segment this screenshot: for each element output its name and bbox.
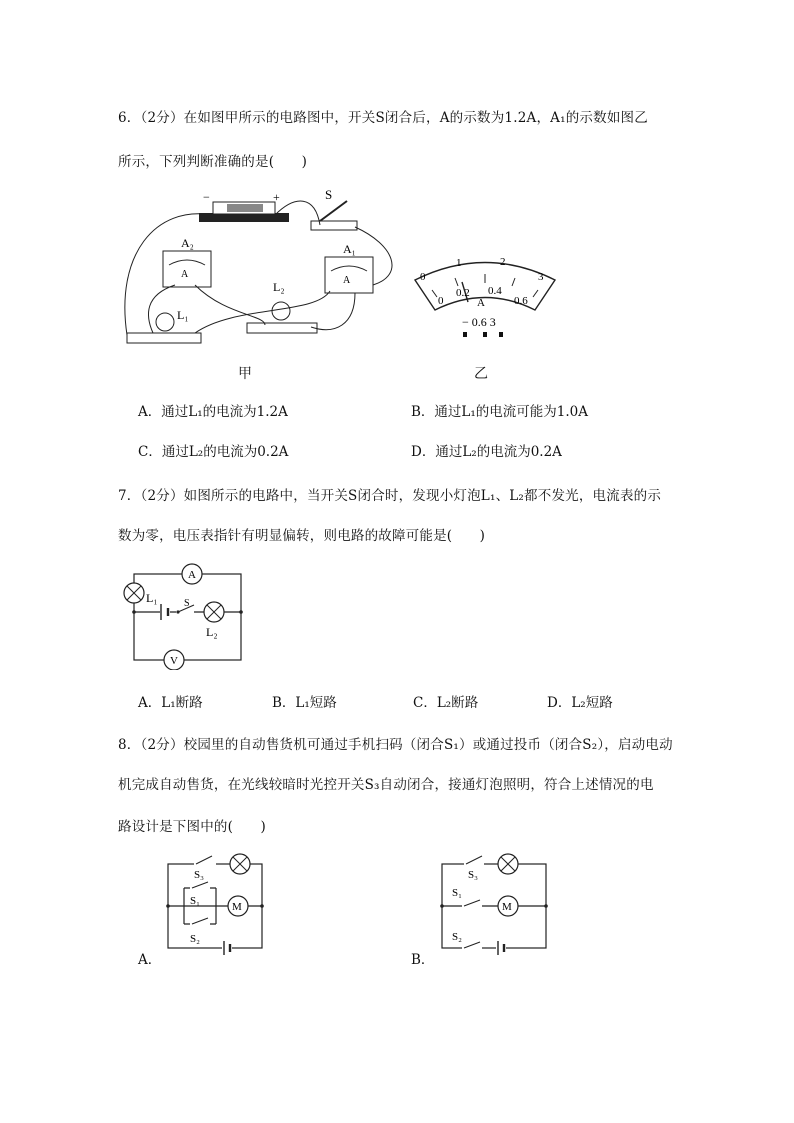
meter-upper-1: 1	[456, 257, 462, 269]
q6-option-c[interactable]: C．通过L₂的电流为0.2A	[138, 444, 289, 460]
meter-lower-3: 0.6	[514, 295, 528, 307]
q7-score: （2分）	[140, 488, 184, 504]
q6-caption-yi: 乙	[474, 366, 488, 382]
q8-option-b[interactable]: B．	[411, 952, 435, 968]
battery-cell	[227, 204, 263, 212]
ammeter-a2-face: A	[181, 269, 189, 280]
q7-option-b[interactable]: B．L₁短路	[272, 695, 337, 711]
terminal-3	[499, 332, 503, 337]
meter-upper-0: 0	[420, 271, 426, 283]
meter-lower-2: 0.4	[488, 285, 502, 297]
q8-stem-line1: 8．（2分）校园里的自动售货机可通过手机扫码（闭合S₁）或通过投币（闭合S₂），启动电动	[118, 737, 673, 753]
q7-node-left	[132, 610, 136, 614]
q7-lamp-l1-label: L₁	[146, 591, 158, 605]
meter-lower-1: 0.2	[456, 287, 470, 299]
wire-7	[311, 293, 355, 330]
switch-lever	[320, 201, 347, 221]
lamp-l1-label: L₁	[177, 308, 189, 322]
switch-label: S	[325, 187, 333, 202]
q7-switch-label: S	[184, 598, 190, 609]
q7-lamp-l2-label: L₂	[206, 625, 218, 639]
battery-plus-label: +	[273, 190, 280, 204]
q7-option-d[interactable]: D．L₂短路	[547, 695, 613, 711]
q6-figure-yi	[410, 250, 560, 350]
q6-number: 6	[118, 110, 127, 126]
q6-stem-text1: 在如图甲所示的电路图中，开关S闭合后，A的示数为1.2A，A₁的示数如图乙	[183, 110, 648, 126]
q8-circuit-a	[160, 850, 270, 955]
q6-caption-jia: 甲	[238, 366, 252, 382]
lamp-l1-base	[127, 333, 201, 343]
meter-arc	[415, 263, 555, 311]
meter-upper-3: 3	[538, 271, 544, 283]
terminal-neg	[463, 332, 467, 337]
battery-minus-label: −	[203, 190, 210, 204]
q8b-s3-label: S₃	[468, 869, 478, 881]
switch-base	[311, 221, 357, 230]
meter-unit: A	[477, 297, 485, 309]
q6-option-a[interactable]: A．通过L₁的电流为1.2A	[138, 404, 288, 420]
meter-upper-2: 2	[500, 256, 506, 268]
q8-stem-line2: 机完成自动售货，在光线较暗时光控开关S₃自动闭合，接通灯泡照明，符合上述情况的电	[118, 777, 654, 793]
q7-number: 7	[118, 488, 127, 504]
q8b-s2-label: S₂	[452, 931, 462, 943]
q6-figure-jia	[115, 185, 415, 360]
q7-voltmeter-label: V	[170, 655, 178, 667]
q8b-node-left	[440, 904, 444, 908]
q8-stem-text1: 校园里的自动售货机可通过手机扫码（闭合S₁）或通过投币（闭合S₂），启动电动	[183, 737, 673, 753]
q8a-node-right	[260, 904, 264, 908]
q7-circuit	[118, 560, 248, 670]
lamp-l2-label: L₂	[273, 280, 285, 294]
q8-stem-line3: 路设计是下图中的( )	[118, 819, 266, 835]
q7-option-c[interactable]: C．L₂断路	[413, 695, 479, 711]
meter-lower-0: 0	[438, 295, 444, 307]
q6-option-b[interactable]: B．通过L₁的电流可能为1.0A	[411, 404, 589, 420]
ammeter-a1-label: A₁	[343, 242, 356, 256]
q7-node-right	[239, 610, 243, 614]
lamp-l2	[272, 302, 290, 320]
ammeter-a1-face: A	[343, 275, 351, 286]
q8b-motor-label: M	[502, 901, 512, 913]
q6-option-d[interactable]: D．通过L₂的电流为0.2A	[411, 444, 562, 460]
q7-outer-loop	[134, 574, 241, 660]
q7-ammeter-label: A	[188, 569, 196, 581]
q8-score: （2分）	[140, 737, 184, 753]
q8b-node-right	[544, 904, 548, 908]
q8a-node-left	[166, 904, 170, 908]
q7-stem-line1: 7．（2分）如图所示的电路中，当开关S闭合时，发现小灯泡L₁、L₂都不发光，电流表的示	[118, 488, 662, 504]
lamp-l1	[156, 313, 174, 331]
q8a-motor-label: M	[232, 901, 242, 913]
terminal-06	[483, 332, 487, 337]
q8-circuit-b	[434, 850, 554, 955]
q8b-s1-label: S₁	[452, 887, 462, 899]
q7-stem-text1: 如图所示的电路中，当开关S闭合时，发现小灯泡L₁、L₂都不发光，电流表的示	[183, 488, 662, 504]
q6-stem-line2: 所示，下列判断准确的是( )	[118, 154, 308, 170]
q6-stem-line1: 6．（2分）在如图甲所示的电路图中，开关S闭合后，A的示数为1.2A，A₁的示数如图乙	[118, 110, 648, 126]
q8a-s3-label: S₃	[194, 869, 204, 881]
lamp-l2-base	[247, 323, 317, 333]
q7-stem-line2: 数为零，电压表指针有明显偏转，则电路的故障可能是( )	[118, 528, 486, 544]
q8a-s1-label: S₁	[190, 895, 200, 907]
ammeter-a2-label: A₂	[181, 236, 194, 250]
q6-score: （2分）	[140, 110, 184, 126]
q8-number: 8	[118, 737, 127, 753]
q7-option-a[interactable]: A．L₁断路	[138, 695, 203, 711]
meter-terminals: − 0.6 3	[462, 315, 496, 329]
q8-option-a[interactable]: A．	[138, 952, 162, 968]
wire-5	[195, 285, 265, 325]
q8a-s2-label: S₂	[190, 933, 200, 945]
